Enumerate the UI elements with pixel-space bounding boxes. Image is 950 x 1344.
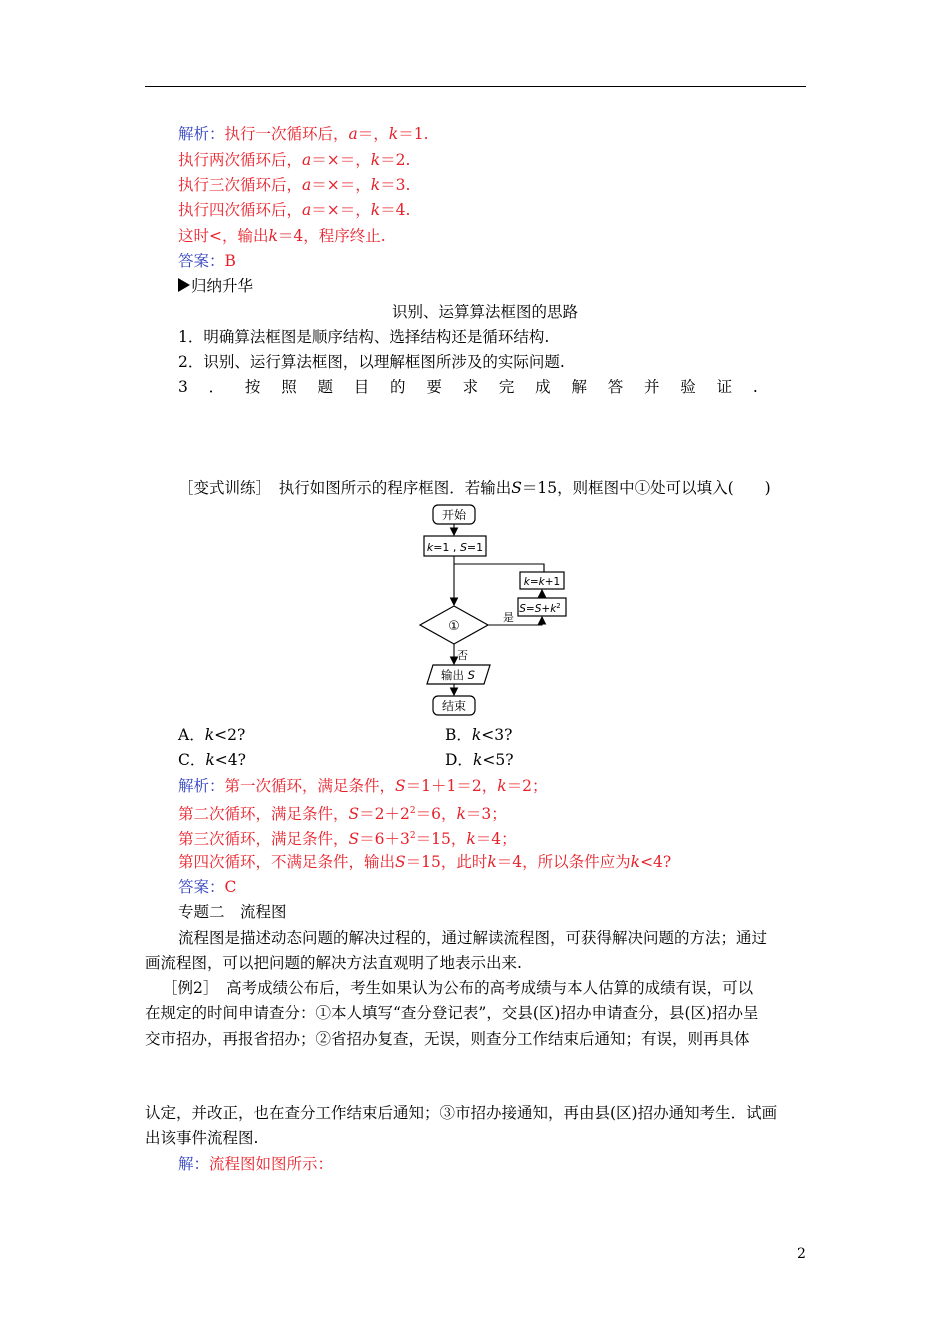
option-B: B．k<3? bbox=[445, 726, 513, 744]
summary-item-3: 3 ． 按 照 题 目 的 要 求 完 成 解 答 并 验 证 . bbox=[178, 378, 758, 396]
option-A: A．k<2? bbox=[178, 726, 246, 744]
example2-line2: 在规定的时间申请查分：①本人填写“查分登记表”，交县(区)招办申请查分，县(区)招办呈 bbox=[145, 1004, 759, 1022]
solution1-line5: 这时<，输出k＝4，程序终止. bbox=[178, 227, 386, 245]
example2-line3: 交市招办，再报省招办；②省招办复查，无误，则查分工作结束后通知；有误，则再具体 bbox=[145, 1030, 750, 1048]
header-rule bbox=[145, 86, 806, 87]
example2-solution: 解：流程图如图所示： bbox=[178, 1155, 334, 1173]
summary-item-2: 2．识别、运行算法框图，以理解框图所涉及的实际问题. bbox=[178, 353, 565, 371]
example2-line1: ［例2］ 高考成绩公布后，考生如果认为公布的高考成绩与本人估算的成绩有误，可以 bbox=[162, 979, 754, 997]
solution1-line4: 执行四次循环后，a＝×＝，k＝4. bbox=[178, 201, 411, 219]
solution2-line4: 第四次循环，不满足条件，输出S＝15，此时k＝4，所以条件应为k<4? bbox=[178, 853, 672, 871]
solution1-line3: 执行三次循环后，a＝×＝，k＝3. bbox=[178, 176, 411, 194]
exercise-question: ［变式训练］ 执行如图所示的程序框图．若输出S＝15，则框图中①处可以填入( ) bbox=[178, 479, 771, 497]
solution2-answer: 答案：C bbox=[178, 878, 237, 896]
page-number: 2 bbox=[797, 1246, 806, 1262]
example2-line5: 出该事件流程图. bbox=[145, 1129, 259, 1147]
triangle-icon bbox=[178, 278, 190, 292]
summary-item-1: 1．明确算法框图是顺序结构、选择结构还是循环结构. bbox=[178, 328, 550, 346]
flow-init-label: k=1 , S=1 bbox=[426, 541, 484, 554]
summary-heading: 归纳升华 bbox=[178, 276, 253, 296]
flowchart bbox=[410, 500, 580, 720]
solution2-line3: 第三次循环，满足条件，$S=6+3^2=15$，k＝4； bbox=[178, 830, 517, 849]
flow-update-S-label: $S=S+k^2$ bbox=[519, 602, 561, 615]
solution2-line1: 解析：第一次循环，满足条件，S＝1＋1＝2，k＝2； bbox=[178, 777, 548, 795]
flow-start-label: 开始 bbox=[441, 508, 467, 522]
flow-output-label: 输出 S bbox=[441, 668, 475, 682]
flow-end-label: 结束 bbox=[441, 699, 467, 713]
flow-yes-label: 是 bbox=[503, 611, 514, 624]
flow-no-label: 否 bbox=[457, 649, 468, 662]
solution1-answer: 答案：B bbox=[178, 252, 236, 270]
solution1-line1: 解析：执行一次循环后，a＝，k＝1. bbox=[178, 125, 429, 143]
solution-label: 解析： bbox=[178, 125, 225, 143]
flow-condition-label: ① bbox=[448, 619, 460, 634]
example2-line4: 认定，并改正，也在查分工作结束后通知；③市招办接通知，再由县(区)招办通知考生．试画 bbox=[145, 1104, 778, 1122]
topic2-para-line1: 流程图是描述动态问题的解决过程的，通过解读流程图，可获得解决问题的方法；通过 bbox=[178, 929, 768, 947]
option-D: D．k<5? bbox=[445, 751, 514, 769]
solution2-line2: 第二次循环，满足条件，$S=2+2^2=6$，k＝3； bbox=[178, 805, 507, 824]
flow-update-k-label: k=k+1 bbox=[523, 576, 561, 588]
topic2-title: 专题二 流程图 bbox=[178, 903, 287, 921]
solution1-line2: 执行两次循环后，a＝×＝，k＝2. bbox=[178, 151, 411, 169]
summary-title: 识别、运算算法框图的思路 bbox=[392, 303, 579, 321]
option-C: C．k<4? bbox=[178, 751, 246, 769]
topic2-para-line2: 画流程图，可以把问题的解决方法直观明了地表示出来. bbox=[145, 954, 522, 972]
